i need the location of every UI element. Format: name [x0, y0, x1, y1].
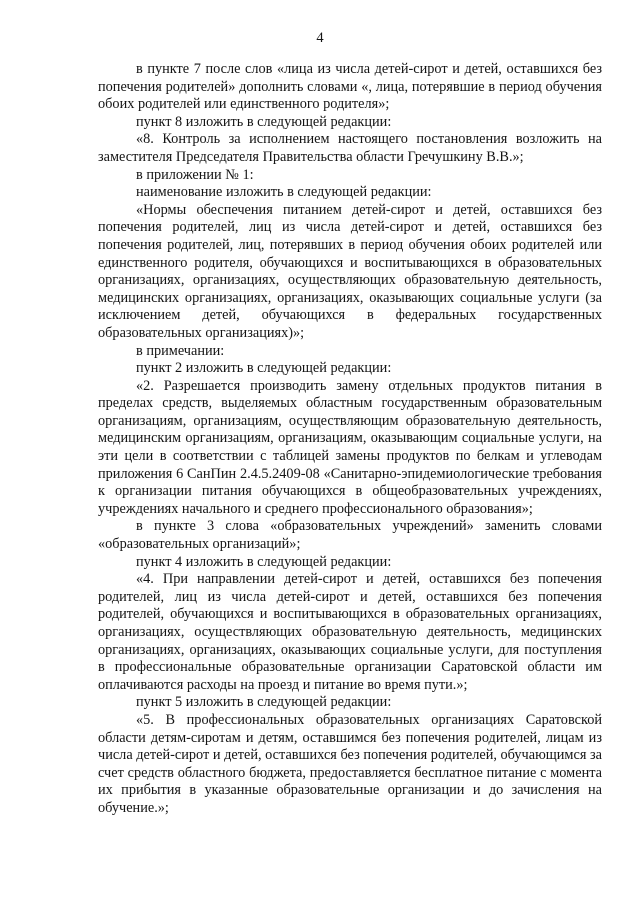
paragraph-appendix-1: в приложении № 1: [136, 166, 254, 183]
paragraph-note-item-4-text: «4. При направлении детей-сирот и детей, оставшихся без попечения родителей, лиц из числа детей-сирот и детей, оставшихся без попечения родителей, обучающихся и воспитывающихся в образовательных организациях, организациях, осуществляющих образовательную деятельность, медицинских организациях, организациях, оказывающих социальные услуги, для поступления в профессиональные образовательные организации Саратовской области им оплачиваются расходы на проезд и питание во время пути.»; [98, 571, 602, 693]
paragraph-amend-item-7: в пункте 7 после слов «лица из числа детей-сирот и детей, оставшихся без попечения родителей» дополнить словами «, лица, потерявшие в период обучения обоих родителей или единственного родителя»; [98, 61, 602, 113]
paragraph-item-8-text: «8. Контроль за исполнением настоящего постановления возложить на заместителя Председателя Правительства области Гречушкину В.В.»; [98, 131, 602, 165]
paragraph-title-text: «Нормы обеспечения питанием детей-сирот и детей, оставшихся без попечения родителей, лиц из числа детей-сирот и детей, оставшихся без попечения родителей, лиц, потерявших в период обучения обоих родителей или единственного родителя, обучающихся и воспитывающихся в образовательных организациях, организациях, осуществляющих образовательную деятельность, медицинских организациях, организациях, оказывающих социальные услуги (за исключением детей, обучающихся в федеральных государственных образовательных организациях)»; [98, 201, 602, 341]
paragraph-title-intro: наименование изложить в следующей редакции: [136, 184, 432, 201]
paragraph-note-intro: в примечании: [136, 342, 225, 359]
paragraph-note-item-3: в пункте 3 слова «образовательных учреждений» заменить словами «образовательных организаций»; [98, 518, 602, 553]
page-number: 4 [316, 30, 324, 46]
paragraph-item-8-intro: пункт 8 изложить в следующей редакции: [136, 113, 392, 130]
paragraph-note-item-4-intro: пункт 4 изложить в следующей редакции: [136, 553, 392, 570]
paragraph-note-item-2-intro: пункт 2 изложить в следующей редакции: [136, 360, 392, 377]
paragraph-note-item-5-text: «5. В профессиональных образовательных организациях Саратовской области детям-сиротам и детям, оставшимся без попечения родителей, лицам из числа детей-сирот и детей, оставшихся без попечения родителей, обучающимся за счет средств областного бюджета, предоставляется бесплатное питание с момента их прибытия в указанные образовательные организации и до зачисления на обучение.»; [98, 711, 602, 816]
paragraph-note-item-2-text: «2. Разрешается производить замену отдельных продуктов питания в пределах средств, выделяемых областным государственным образовательным организациям, организациям, осуществляющим образовательную деятельность, медицинским организациям, организациям, оказывающим социальные услуги, на эти цели в соответствии с таблицей замены продуктов по белкам и углеводам приложения 6 СанПин 2.4.5.2409-08 «Санитарно-эпидемиологические требования к организации питания обучающихся в общеобразовательных учреждениях, учреждениях начального и среднего профессионального образования»; [98, 377, 602, 517]
document-body [98, 61, 602, 818]
paragraph-note-item-5-intro: пункт 5 изложить в следующей редакции: [136, 694, 392, 711]
